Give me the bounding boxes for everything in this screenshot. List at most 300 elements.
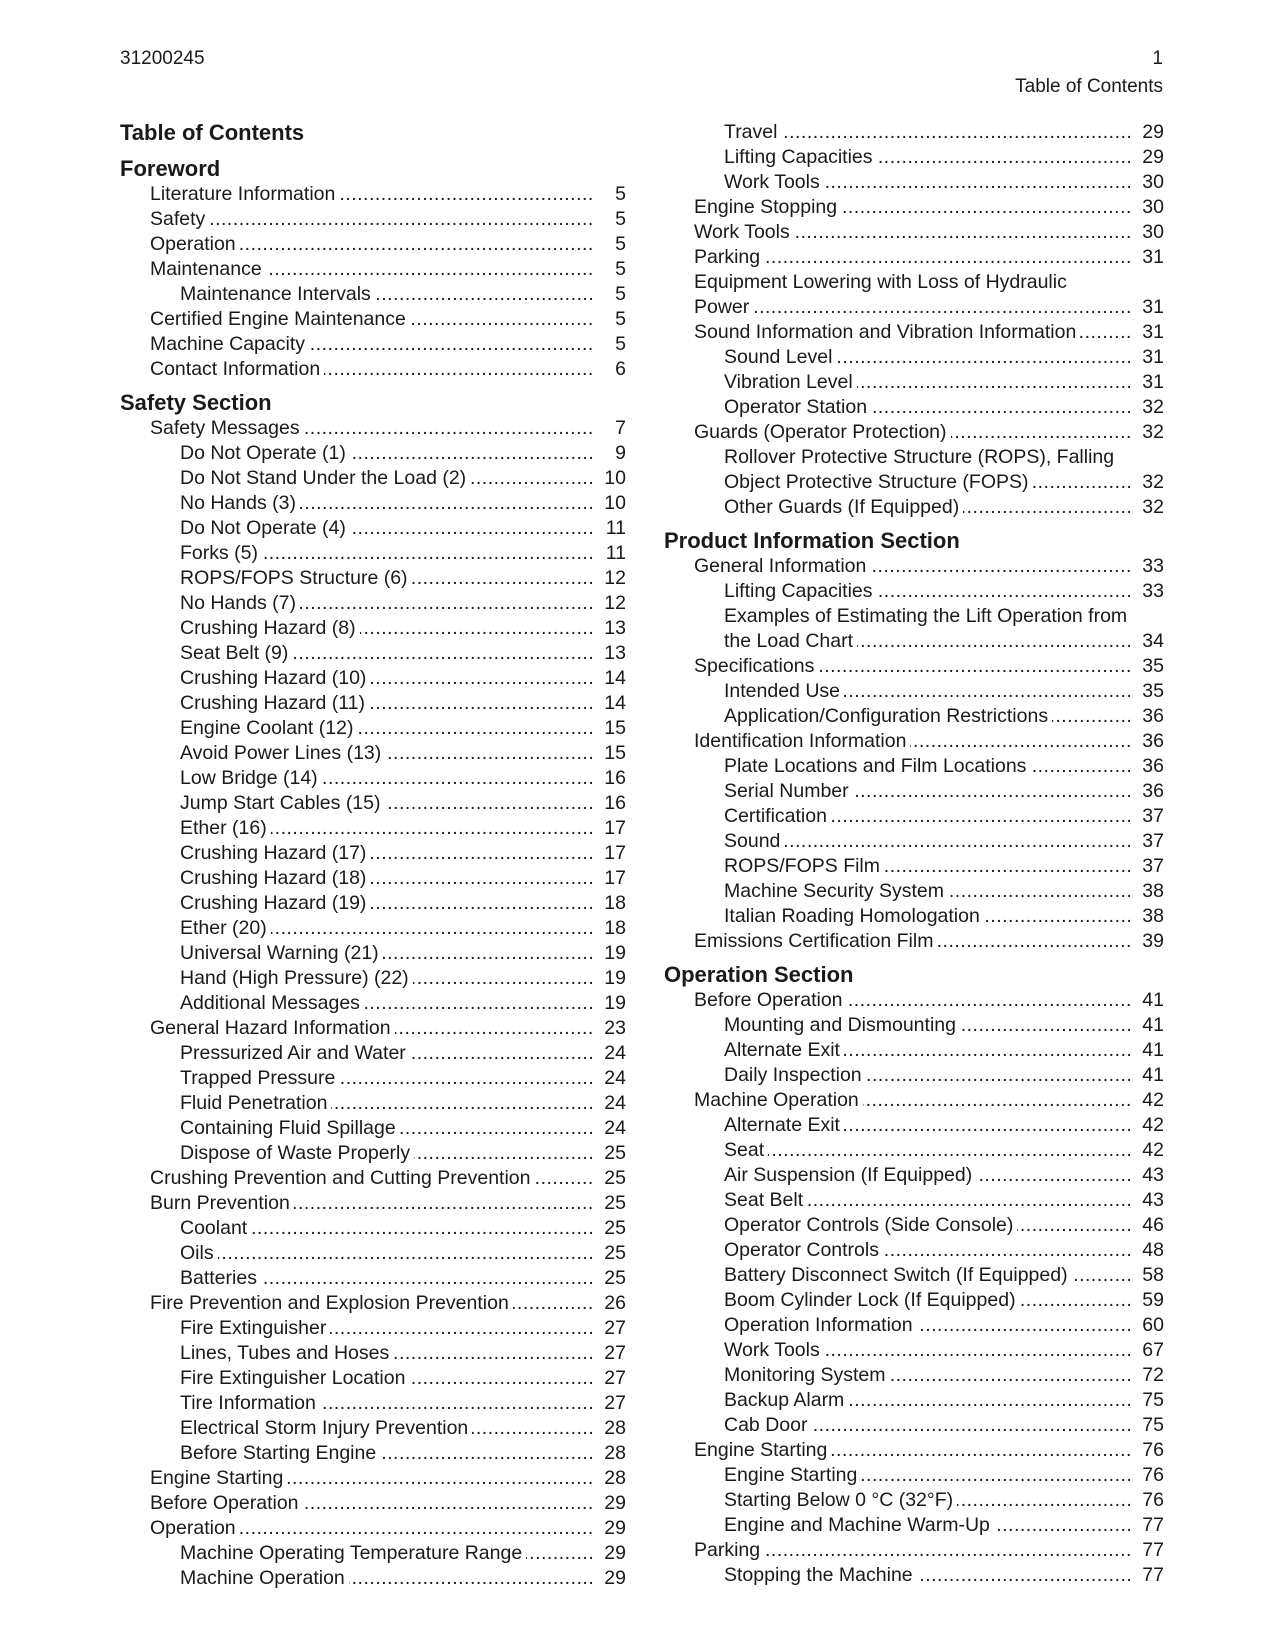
toc-entry[interactable] [664,904,1164,929]
toc-entry-page: 14 [604,667,626,689]
document-number: 31200245 [120,48,205,69]
toc-entry-title: Safety [150,208,209,230]
toc-entry-title: Before Operation [150,1492,303,1514]
toc-entry-page: 25 [604,1217,626,1239]
toc-entry-title: Electrical Storm Injury Prevention [180,1417,472,1439]
toc-entry-title: Work Tools [724,1339,824,1361]
toc-entry-page: 35 [1142,680,1164,702]
toc-entry[interactable] [120,766,626,791]
toc-entry-page: 24 [604,1117,626,1139]
toc-entry-title: Do Not Operate (1) [180,442,350,464]
toc-entry-title: Crushing Hazard (11) [180,692,369,714]
toc-entry[interactable] [664,195,1164,220]
toc-entry-title: Examples of Estimating the Lift Operation from [724,605,1131,627]
toc-entry-title: Travel [724,121,781,143]
toc-entry-page: 37 [1142,830,1164,852]
toc-entry[interactable] [664,604,1164,629]
toc-entry-title: Dispose of Waste Properly [180,1142,414,1164]
toc-entry-title: Crushing Hazard (10) [180,667,370,689]
toc-entry[interactable] [120,1491,626,1516]
toc-title: Table of Contents [120,120,305,145]
toc-entry-title: Sound Information and Vibration Information [694,321,1080,343]
toc-entry-title: Fire Extinguisher Location [180,1367,409,1389]
toc-entry[interactable] [120,866,626,891]
toc-entry-title: No Hands (7) [180,592,300,614]
toc-entry-title: Additional Messages [180,992,364,1014]
toc-entry[interactable] [120,1116,626,1141]
toc-entry[interactable] [120,1266,626,1291]
toc-entry[interactable] [120,1441,626,1466]
toc-entry[interactable] [120,716,626,741]
toc-entry-title: Operation [150,233,240,255]
toc-entry[interactable] [664,654,1164,679]
toc-entry[interactable] [120,491,626,516]
toc-entry[interactable] [120,466,626,491]
toc-entry[interactable] [120,991,626,1016]
toc-entry-page: 43 [1142,1189,1164,1211]
toc-entry-page: 36 [1142,705,1164,727]
toc-entry-page: 13 [604,642,626,664]
toc-entry-page: 39 [1142,930,1164,952]
toc-entry-title: Batteries [180,1267,261,1289]
toc-entry-page: 77 [1142,1539,1164,1561]
toc-entry-title: Other Guards (If Equipped) [724,496,963,518]
toc-entry-title: Parking [694,246,764,268]
toc-entry-page: 58 [1142,1264,1164,1286]
section-heading: Foreword [120,156,221,181]
toc-entry-title: Engine Starting [694,1439,831,1461]
toc-entry-title: Operation Information [724,1314,917,1336]
toc-entry[interactable] [664,245,1164,270]
toc-entry[interactable] [664,1438,1164,1463]
toc-entry-title: Ether (20) [180,917,271,939]
toc-entry-title: General Information [694,555,870,577]
toc-entry-page: 38 [1142,905,1164,927]
toc-entry[interactable] [120,1241,626,1266]
toc-entry-page: 11 [605,542,626,564]
toc-entry-page: 5 [615,308,626,330]
toc-entry[interactable] [664,220,1164,245]
toc-entry-page: 27 [604,1342,626,1364]
toc-entry-title: Seat [724,1139,768,1161]
toc-entry[interactable] [120,616,626,641]
toc-entry-title: Certified Engine Maintenance [150,308,410,330]
toc-entry[interactable] [120,891,626,916]
toc-entry-title: Containing Fluid Spillage [180,1117,400,1139]
toc-entry-title: Literature Information [150,183,339,205]
toc-entry[interactable] [120,1566,626,1591]
toc-entry[interactable] [664,1213,1164,1238]
toc-entry[interactable] [120,1416,626,1441]
toc-entry[interactable] [664,345,1164,370]
toc-entry-page: 11 [605,517,626,539]
toc-entry-title: Engine Starting [150,1467,287,1489]
toc-entry[interactable] [664,579,1164,604]
section-heading: Product Information Section [664,528,960,553]
toc-entry-page: 77 [1142,1514,1164,1536]
toc-entry-title: Maintenance Intervals [180,283,375,305]
toc-entry-page: 10 [604,492,626,514]
toc-entry-page: 12 [604,592,626,614]
toc-entry[interactable] [664,1463,1164,1488]
toc-entry[interactable] [664,1088,1164,1113]
toc-entry[interactable] [120,916,626,941]
toc-entry-page: 41 [1142,989,1164,1011]
toc-entry-title: Stopping the Machine [724,1564,917,1586]
toc-entry[interactable] [120,1291,626,1316]
toc-entry[interactable] [120,1316,626,1341]
toc-entry-title: Equipment Lowering with Loss of Hydraulic [694,271,1071,293]
toc-entry[interactable] [664,754,1164,779]
toc-entry-title: ROPS/FOPS Structure (6) [180,567,412,589]
toc-entry[interactable] [664,145,1164,170]
toc-entry[interactable] [120,1091,626,1116]
toc-entry[interactable] [120,1466,626,1491]
toc-entry[interactable] [664,988,1164,1013]
toc-entry-page: 41 [1142,1064,1164,1086]
toc-entry-page: 10 [604,467,626,489]
toc-entry-title: Lines, Tubes and Hoses [180,1342,393,1364]
toc-entry[interactable] [664,779,1164,804]
toc-entry-page: 48 [1142,1239,1164,1261]
toc-entry-title: Object Protective Structure (FOPS) [724,471,1033,493]
toc-entry-title: Trapped Pressure [180,1067,339,1089]
toc-entry[interactable] [664,1363,1164,1388]
toc-entry-page: 25 [604,1192,626,1214]
toc-entry-title: Engine Starting [724,1464,861,1486]
toc-entry-title: Burn Prevention [150,1192,294,1214]
toc-entry-title: No Hands (3) [180,492,300,514]
toc-entry-title: Operation [150,1517,240,1539]
toc-entry[interactable] [120,666,626,691]
toc-entry-title: Alternate Exit [724,1114,844,1136]
toc-entry-page: 15 [604,717,626,739]
toc-entry-title: Engine Coolant (12) [180,717,357,739]
toc-entry[interactable] [120,1341,626,1366]
toc-entry[interactable] [664,1063,1164,1088]
toc-entry[interactable] [664,879,1164,904]
toc-entry-title: Cab Door [724,1414,811,1436]
toc-entry-page: 37 [1142,805,1164,827]
toc-entry-page: 77 [1142,1564,1164,1586]
toc-entry[interactable] [664,1113,1164,1138]
toc-entry[interactable] [664,1138,1164,1163]
toc-left-column [120,120,626,1591]
dot-leader [150,207,594,232]
toc-entry[interactable] [120,207,626,232]
toc-entry[interactable] [120,416,626,441]
toc-entry-page: 37 [1142,855,1164,877]
toc-entry[interactable] [664,729,1164,754]
toc-entry-title: Operator Station [724,396,871,418]
toc-entry-page: 36 [1142,780,1164,802]
toc-entry-title: Specifications [694,655,818,677]
toc-entry[interactable] [664,1288,1164,1313]
toc-entry-page: 75 [1142,1389,1164,1411]
toc-entry-title: Maintenance [150,258,266,280]
toc-entry[interactable] [120,591,626,616]
toc-entry-page: 29 [604,1517,626,1539]
toc-entry[interactable] [664,1563,1164,1588]
toc-entry-title: Hand (High Pressure) (22) [180,967,413,989]
toc-entry-title: Identification Information [694,730,910,752]
toc-entry-page: 33 [1142,555,1164,577]
toc-entry-title: Oils [180,1242,218,1264]
toc-entry-title: Rollover Protective Structure (ROPS), Falling [724,446,1118,468]
toc-entry-page: 35 [1142,655,1164,677]
toc-entry[interactable] [120,441,626,466]
toc-entry-title: Fire Prevention and Explosion Prevention [150,1292,513,1314]
toc-entry-page: 25 [604,1267,626,1289]
toc-entry[interactable] [664,1388,1164,1413]
toc-entry-page: 5 [615,333,626,355]
toc-entry-title: Fire Extinguisher [180,1317,330,1339]
toc-entry[interactable] [120,357,626,382]
toc-entry[interactable] [664,320,1164,345]
toc-entry-title: Ether (16) [180,817,271,839]
toc-entry[interactable] [664,420,1164,445]
toc-entry[interactable] [120,1191,626,1216]
toc-entry-page: 32 [1142,421,1164,443]
toc-entry[interactable] [120,941,626,966]
toc-entry-page: 16 [604,792,626,814]
toc-entry[interactable] [664,1413,1164,1438]
toc-entry[interactable] [664,1513,1164,1538]
toc-entry-page: 38 [1142,880,1164,902]
toc-entry-page: 5 [615,233,626,255]
toc-entry-page: 27 [604,1367,626,1389]
toc-entry[interactable] [664,1163,1164,1188]
toc-entry-page: 67 [1142,1339,1164,1361]
toc-entry-page: 29 [1142,146,1164,168]
toc-entry-title: Guards (Operator Protection) [694,421,951,443]
toc-entry-page: 32 [1142,496,1164,518]
toc-entry-page: 18 [604,892,626,914]
toc-entry-page: 19 [604,992,626,1014]
toc-entry[interactable] [664,929,1164,954]
toc-entry-title: Machine Capacity [150,333,309,355]
toc-entry[interactable] [664,1488,1164,1513]
toc-entry-title: Do Not Stand Under the Load (2) [180,467,470,489]
toc-entry-title: Serial Number [724,780,853,802]
toc-entry-title: ROPS/FOPS Film [724,855,884,877]
toc-entry-page: 32 [1142,396,1164,418]
section-heading: Safety Section [120,390,272,415]
toc-entry-page: 60 [1142,1314,1164,1336]
toc-entry[interactable] [664,854,1164,879]
toc-entry-page: 5 [615,208,626,230]
toc-entry[interactable] [120,257,626,282]
toc-entry-page: 76 [1142,1489,1164,1511]
toc-entry-page: 7 [615,417,626,439]
toc-entry-page: 27 [604,1317,626,1339]
toc-entry[interactable] [664,1263,1164,1288]
toc-entry-title: Monitoring System [724,1364,889,1386]
toc-entry-page: 42 [1142,1089,1164,1111]
toc-entry-page: 31 [1142,246,1164,268]
toc-entry-title: Seat Belt (9) [180,642,292,664]
toc-entry-title: Parking [694,1539,764,1561]
toc-entry-page: 30 [1142,221,1164,243]
toc-entry[interactable] [664,295,1164,320]
toc-entry-title: Daily Inspection [724,1064,866,1086]
toc-entry[interactable] [664,445,1164,470]
toc-entry-page: 29 [604,1492,626,1514]
toc-entry-title: Do Not Operate (4) [180,517,350,539]
toc-entry-title: Before Operation [694,989,847,1011]
toc-entry[interactable] [664,554,1164,579]
toc-entry-page: 5 [615,283,626,305]
toc-entry[interactable] [664,629,1164,654]
toc-entry-page: 76 [1142,1464,1164,1486]
toc-entry[interactable] [664,395,1164,420]
toc-entry-title: Avoid Power Lines (13) [180,742,385,764]
toc-entry-title: Power [694,296,753,318]
toc-entry-title: Before Starting Engine [180,1442,380,1464]
toc-entry-page: 19 [604,942,626,964]
toc-entry-title: Machine Operating Temperature Range [180,1542,526,1564]
toc-entry-page: 24 [604,1042,626,1064]
toc-entry-title: Sound [724,830,784,852]
toc-entry[interactable] [120,1216,626,1241]
toc-entry-title: Work Tools [694,221,794,243]
toc-entry[interactable] [120,966,626,991]
toc-entry[interactable] [664,1038,1164,1063]
toc-entry-title: Boom Cylinder Lock (If Equipped) [724,1289,1020,1311]
toc-entry[interactable] [664,470,1164,495]
toc-entry-title: Machine Operation [180,1567,349,1589]
toc-entry-page: 26 [604,1292,626,1314]
toc-entry-page: 42 [1142,1139,1164,1161]
toc-entry[interactable] [120,1516,626,1541]
toc-entry[interactable] [664,495,1164,520]
toc-entry[interactable] [664,1238,1164,1263]
toc-entry-title: Starting Below 0 °C (32°F) [724,1489,957,1511]
toc-entry[interactable] [120,332,626,357]
toc-entry[interactable] [120,1541,626,1566]
toc-entry-title: Contact Information [150,358,324,380]
toc-entry-page: 17 [604,817,626,839]
toc-entry-title: Certification [724,805,831,827]
toc-entry-title: Crushing Prevention and Cutting Prevention [150,1167,534,1189]
toc-entry[interactable] [120,691,626,716]
toc-entry[interactable] [120,1016,626,1041]
toc-entry-title: Operator Controls [724,1239,883,1261]
toc-entry-page: 24 [604,1092,626,1114]
toc-entry[interactable] [664,704,1164,729]
toc-entry-page: 41 [1142,1014,1164,1036]
toc-entry-page: 17 [604,842,626,864]
toc-entry[interactable] [120,641,626,666]
toc-entry-title: Intended Use [724,680,844,702]
toc-entry-page: 36 [1142,755,1164,777]
toc-entry-page: 31 [1142,296,1164,318]
toc-entry[interactable] [664,679,1164,704]
toc-entry-page: 14 [604,692,626,714]
toc-entry-page: 6 [615,358,626,380]
toc-entry-title: Machine Security System [724,880,948,902]
toc-entry-page: 41 [1142,1039,1164,1061]
toc-entry-title: Alternate Exit [724,1039,844,1061]
toc-entry-page: 42 [1142,1114,1164,1136]
toc-entry-title: Low Bridge (14) [180,767,322,789]
toc-entry[interactable] [120,1366,626,1391]
toc-entry[interactable] [664,1013,1164,1038]
toc-entry-title: General Hazard Information [150,1017,395,1039]
toc-entry[interactable] [664,170,1164,195]
toc-entry-page: 43 [1142,1164,1164,1186]
toc-entry-page: 25 [604,1142,626,1164]
toc-entry[interactable] [120,841,626,866]
toc-entry[interactable] [120,1141,626,1166]
toc-entry[interactable] [120,1041,626,1066]
toc-entry-title: Fluid Penetration [180,1092,331,1114]
toc-entry[interactable] [120,791,626,816]
toc-entry[interactable] [664,270,1164,295]
toc-entry[interactable] [664,120,1164,145]
toc-entry-page: 5 [615,258,626,280]
toc-entry-page: 9 [615,442,626,464]
toc-entry[interactable] [664,1313,1164,1338]
toc-entry[interactable] [120,307,626,332]
toc-entry[interactable] [120,741,626,766]
toc-entry-title: Pressurized Air and Water [180,1042,410,1064]
toc-entry[interactable] [120,282,626,307]
toc-entry-title: Crushing Hazard (8) [180,617,360,639]
dot-leader [724,829,1132,854]
toc-entry[interactable] [664,370,1164,395]
toc-entry-page: 25 [604,1242,626,1264]
toc-entry-page: 16 [604,767,626,789]
toc-entry[interactable] [120,182,626,207]
toc-entry[interactable] [120,541,626,566]
toc-entry-page: 30 [1142,196,1164,218]
toc-entry-title: Application/Configuration Restrictions [724,705,1052,727]
toc-entry[interactable] [120,516,626,541]
dot-leader [724,1138,1132,1163]
dot-leader [180,1241,594,1266]
toc-entry-page: 31 [1142,321,1164,343]
toc-entry-title: Backup Alarm [724,1389,848,1411]
toc-entry-page: 33 [1142,580,1164,602]
toc-entry-title: Jump Start Cables (15) [180,792,385,814]
toc-entry[interactable] [664,804,1164,829]
toc-entry[interactable] [664,1188,1164,1213]
toc-entry[interactable] [664,1538,1164,1563]
toc-entry-page: 59 [1142,1289,1164,1311]
toc-entry-page: 28 [604,1417,626,1439]
toc-entry-title: Engine and Machine Warm-Up [724,1514,994,1536]
toc-entry-title: Universal Warning (21) [180,942,383,964]
toc-entry[interactable] [120,816,626,841]
toc-entry-title: Sound Level [724,346,836,368]
toc-entry-page: 23 [604,1017,626,1039]
toc-entry-title: Work Tools [724,171,824,193]
toc-entry[interactable] [664,829,1164,854]
toc-entry[interactable] [120,1066,626,1091]
toc-entry-title: Lifting Capacities [724,580,877,602]
toc-entry-page: 15 [604,742,626,764]
toc-entry-page: 76 [1142,1439,1164,1461]
toc-entry[interactable] [120,1166,626,1191]
toc-entry-title: Plate Locations and Film Locations [724,755,1030,777]
toc-entry[interactable] [120,566,626,591]
toc-entry[interactable] [120,1391,626,1416]
toc-entry-title: Safety Messages [150,417,304,439]
toc-entry-page: 18 [604,917,626,939]
toc-entry[interactable] [120,232,626,257]
toc-entry[interactable] [664,1338,1164,1363]
